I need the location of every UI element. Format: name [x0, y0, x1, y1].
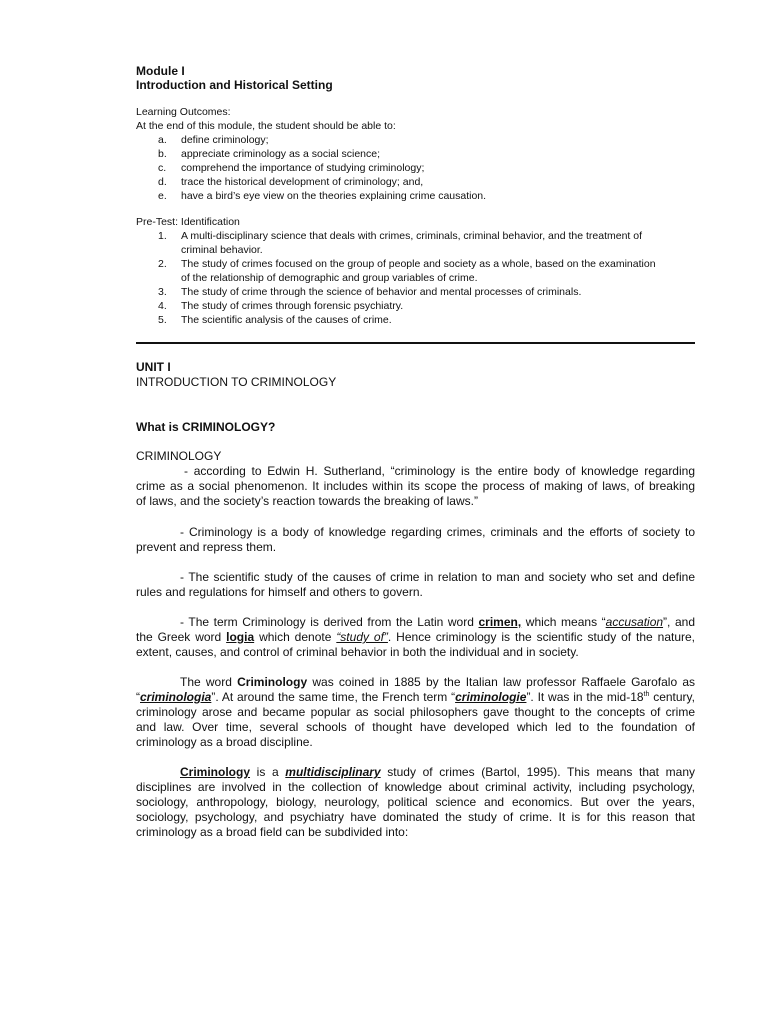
pretest-text: The study of crimes through forensic psychiatry.	[181, 300, 404, 312]
pretest-marker: 1.	[158, 230, 167, 242]
pretest-text: The scientific analysis of the causes of crime.	[181, 314, 392, 326]
pretest-text: A multi-disciplinary science that deals with crimes, criminals, criminal behavior, and the treatment of	[181, 230, 643, 242]
term-criminologia: criminologia	[140, 690, 212, 704]
outcome-marker: c.	[158, 162, 167, 174]
outcome-text: have a bird’s eye view on the theories explaining crime causation.	[181, 190, 487, 202]
paragraph-line: The word Criminology was coined in 1885 by the Italian law professor Raffaele Garofalo as	[180, 675, 696, 689]
outcome-text: define criminology;	[181, 134, 269, 146]
paragraph-line: - Criminology is a body of knowledge regarding crimes, criminals and the efforts of society to	[180, 525, 695, 539]
paragraph-multidisciplinary	[136, 765, 695, 840]
term-criminologie: criminologie	[455, 690, 527, 704]
term-logia: logia	[226, 630, 255, 644]
paragraph-line: prevent and repress them.	[136, 540, 277, 554]
section-question: What is CRIMINOLOGY?	[136, 420, 276, 434]
paragraph-body-of-knowledge	[136, 525, 695, 555]
term-study-of: “study of”	[336, 630, 388, 644]
unit-label: UNIT I	[136, 360, 171, 374]
paragraph-sutherland	[136, 464, 695, 509]
paragraph-line: - The scientific study of the causes of crime in relation to man and society who set and define	[180, 570, 695, 584]
pretest-marker: 3.	[158, 286, 167, 298]
paragraph-line: crime as a social phenomenon. It includes within its scope the process of making of laws, of breaking	[136, 479, 695, 493]
outcome-marker: b.	[158, 148, 167, 160]
paragraph-line: criminology as a broad discipline.	[136, 735, 313, 749]
term-accusation: accusation	[605, 615, 664, 629]
paragraph-line: sociology, anthropology, biology, neurology, political science and economics. But over the years,	[136, 795, 695, 809]
term-crimen: crimen,	[478, 615, 522, 629]
pretest-marker: 4.	[158, 300, 167, 312]
term-criminology: Criminology	[237, 675, 308, 689]
term-criminology: Criminology	[180, 765, 251, 779]
paragraph-line: criminology as a broad field can be subdivided into:	[136, 825, 409, 839]
unit-title: INTRODUCTION TO CRIMINOLOGY	[136, 375, 337, 389]
outcome-text: trace the historical development of criminology; and,	[181, 176, 424, 188]
module-title: Module I	[136, 64, 185, 78]
paragraph-line: rules and regulations for himself and others to govern.	[136, 585, 423, 599]
paragraph-line: disciplines are involved in the collection of knowledge about criminal activity, including psychology,	[136, 780, 695, 794]
paragraph-line: and law. Over time, several schools of thought have developed which led to the foundation of	[136, 720, 695, 734]
paragraph-history	[136, 675, 695, 750]
module-subtitle: Introduction and Historical Setting	[136, 78, 333, 92]
pretest-text-cont: of the relationship of demographic and group variables of crime.	[181, 272, 478, 284]
paragraph-line: “criminologia”. At around the same time, the French term “criminologie”. It was in the mid-18th century,	[136, 690, 695, 704]
outcome-marker: a.	[158, 134, 167, 146]
pretest-heading: Pre-Test: Identification	[136, 216, 240, 228]
pretest-text-cont: criminal behavior.	[181, 244, 263, 256]
outcomes-intro: At the end of this module, the student should be able to:	[136, 120, 396, 132]
outcomes-heading: Learning Outcomes:	[136, 106, 231, 118]
paragraph-line: of laws, and the society’s reaction towards the breaking of laws.”	[136, 494, 478, 508]
outcome-text: appreciate criminology as a social science;	[181, 148, 381, 160]
paragraph-line: criminology arose and became popular as social philosophers gave thought to the concepts of crime	[136, 705, 695, 719]
pretest-marker: 5.	[158, 314, 167, 326]
paragraph-line: sociology, psychology, and psychiatry have dominated the study of crime. It is for this reason that	[136, 810, 695, 824]
section-term: CRIMINOLOGY	[136, 449, 222, 463]
section-divider	[136, 342, 695, 344]
pretest-text: The study of crimes focused on the group of people and society as a whole, based on the examination	[181, 258, 656, 270]
outcome-text: comprehend the importance of studying criminology;	[181, 162, 425, 174]
paragraph-line: - according to Edwin H. Sutherland, “criminology is the entire body of knowledge regarding	[184, 464, 695, 478]
paragraph-scientific-study	[136, 570, 695, 600]
outcome-marker: e.	[158, 190, 167, 202]
outcome-marker: d.	[158, 176, 167, 188]
pretest-marker: 2.	[158, 258, 167, 270]
paragraph-line: extent, causes, and control of criminal behavior in both the individual and in society.	[136, 645, 579, 659]
paragraph-line: the Greek word logia which denote “study of”. Hence criminology is the scientific study of the nature,	[136, 630, 696, 644]
paragraph-line: - The term Criminology is derived from the Latin word crimen, which means “accusation”, and	[180, 615, 695, 629]
term-multidisciplinary: multidisciplinary	[285, 765, 381, 779]
pretest-text: The study of crime through the science of behavior and mental processes of criminals.	[181, 286, 582, 298]
paragraph-etymology	[136, 615, 695, 660]
paragraph-line: Criminology is a multidisciplinary study of crimes (Bartol, 1995). This means that many	[180, 765, 696, 779]
